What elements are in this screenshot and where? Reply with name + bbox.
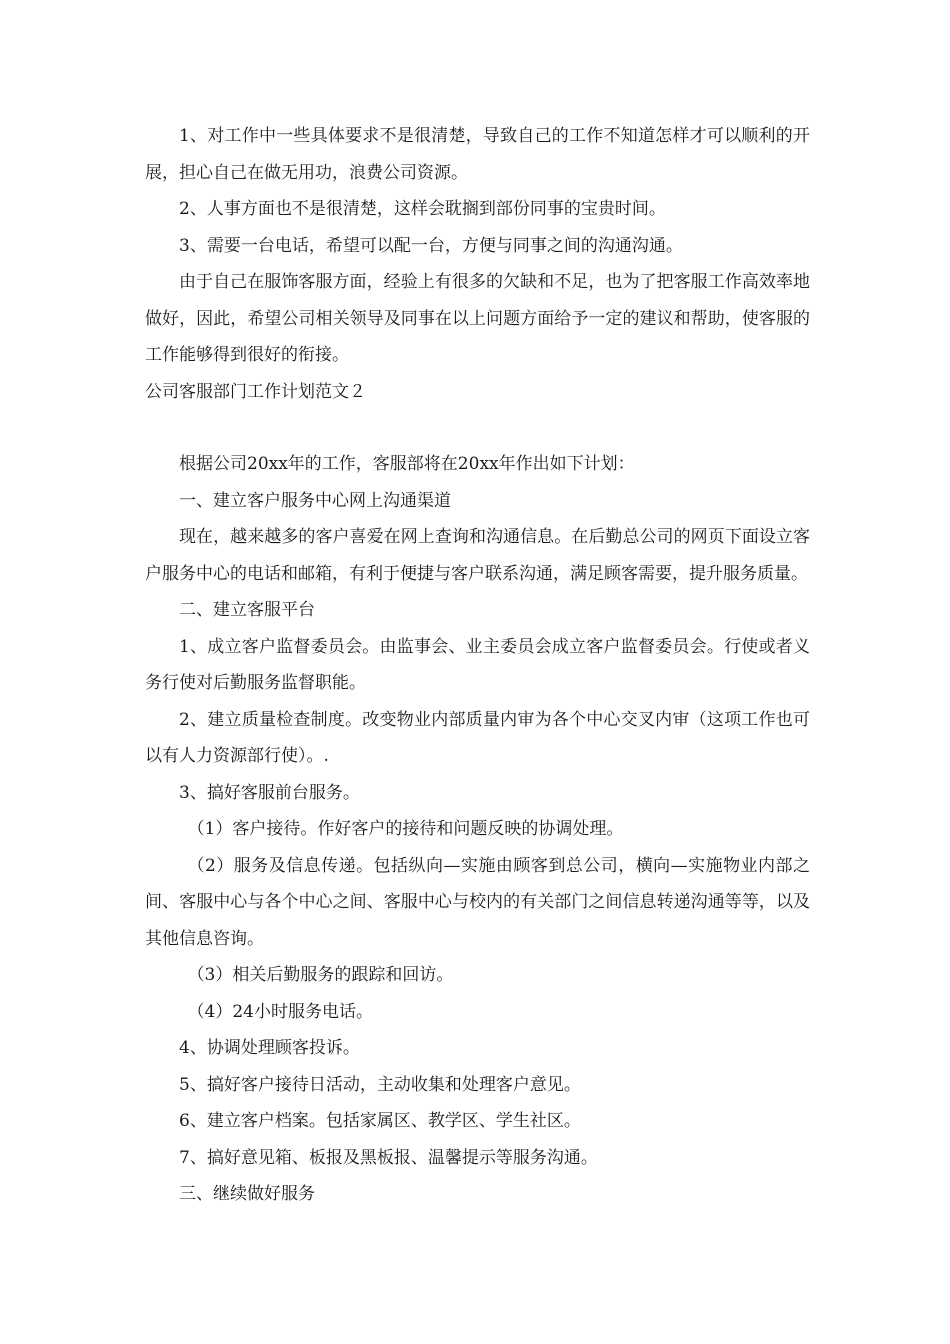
paragraph-complaints: 4、协调处理顾客投诉。 bbox=[179, 1038, 360, 1058]
paragraph-info-transfer: （2）服务及信息传递。包括纵向—实施由顾客到总公司，横向—实施物业内部之间、客服中心与各个中心之间、客服中心与校内的有关部门之间信息转递沟通等等，以及其他信息咨询。 bbox=[145, 855, 810, 949]
paragraph-item-1: 1、对工作中一些具体要求不是很清楚，导致自己的工作不知道怎样才可以顺利的开展，担心自己在做无用功，浪费公司资源。 bbox=[145, 126, 810, 183]
section-title: 公司客服部门工作计划范文２ bbox=[145, 381, 366, 402]
paragraph-customer-files: 6、建立客户档案。包括家属区、教学区、学生社区。 bbox=[179, 1111, 581, 1131]
paragraph-quality-check: 2、建立质量检查制度。改变物业内部质量内审为各个中心交叉内审（这项工作也可以有人力资源部行使）。. bbox=[145, 709, 810, 766]
paragraph-supervision: 1、成立客户监督委员会。由监事会、业主委员会成立客户监督委员会。行使或者义务行使对后勤服务监督职能。 bbox=[145, 636, 810, 693]
paragraph-reception: （1）客户接待。作好客户的接待和问题反映的协调处理。 bbox=[187, 819, 624, 839]
paragraph-conclusion: 由于自己在服饰客服方面，经验上有很多的欠缺和不足，也为了把客服工作高效率地做好，因此，希望公司相关领导及同事在以上问题方面给予一定的建议和帮助，使客服的工作能够得到很好的衔接。 bbox=[145, 272, 810, 365]
document-body bbox=[145, 118, 810, 1213]
paragraph-reception-day: 5、搞好客户接待日活动，主动收集和处理客户意见。 bbox=[179, 1074, 581, 1095]
paragraph-online-channel: 现在，越来越多的客户喜爱在网上查询和沟通信息。在后勤总公司的网页下面设立客户服务中心的电话和邮箱，有利于便捷与客户联系沟通，满足顾客需要，提升服务质量。 bbox=[145, 527, 810, 584]
paragraph-followup: （3）相关后勤服务的跟踪和回访。 bbox=[187, 965, 454, 985]
paragraph-suggestion-box: 7、搞好意见箱、板报及黑板报、温馨提示等服务沟通。 bbox=[179, 1147, 598, 1168]
paragraph-hotline: （4）24小时服务电话。 bbox=[187, 1001, 373, 1022]
heading-2: 二、建立客服平台 bbox=[179, 600, 315, 620]
paragraph-item-3: 3、需要一台电话，希望可以配一台，方便与同事之间的沟通沟通。 bbox=[179, 235, 683, 256]
heading-1: 一、建立客户服务中心网上沟通渠道 bbox=[179, 490, 451, 511]
heading-3: 三、继续做好服务 bbox=[179, 1184, 315, 1204]
paragraph-item-2: 2、人事方面也不是很清楚，这样会耽搁到部份同事的宝贵时间。 bbox=[179, 199, 666, 219]
paragraph-front-desk: 3、搞好客服前台服务。 bbox=[179, 782, 360, 803]
spacer bbox=[145, 410, 810, 446]
paragraph-intro: 根据公司20xx年的工作，客服部将在20xx年作出如下计划： bbox=[179, 454, 635, 474]
